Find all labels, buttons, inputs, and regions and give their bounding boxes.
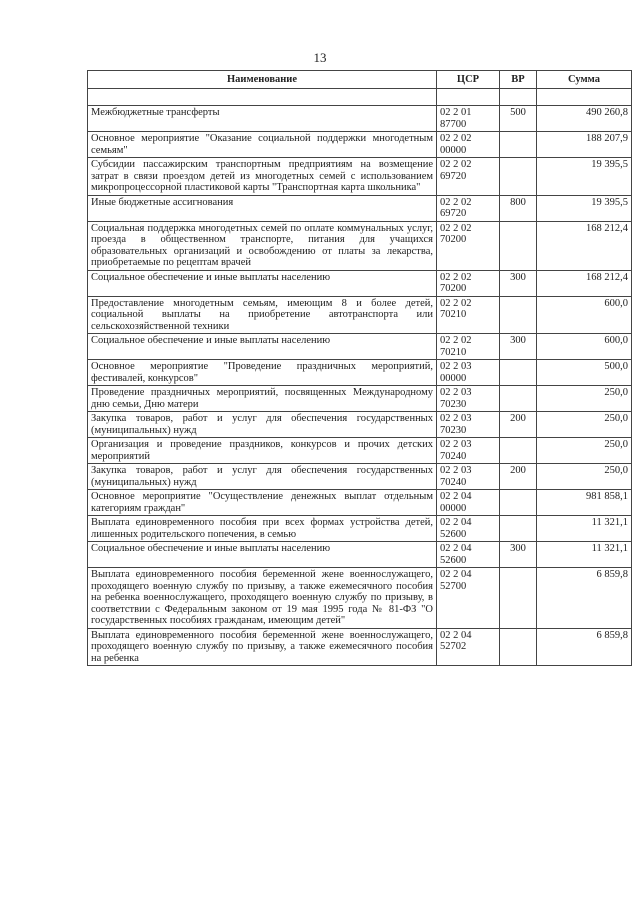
cell-name: Субсидии пассажирским транспортным предприятиям на возмещение затрат в связи проездом детей из многодетных семей с использованием микропроцессорной пластиковой карты "Транспортная карта школьника" <box>88 158 437 196</box>
page-number: 13 <box>313 50 327 65</box>
table-row <box>88 221 632 270</box>
cell-name: Иные бюджетные ассигнования <box>88 195 437 221</box>
cell-vr <box>500 516 537 542</box>
cell-name: Закупка товаров, работ и услуг для обеспечения государственных (муниципальных) нужд <box>88 464 437 490</box>
cell-name: Организация и проведение праздников, конкурсов и прочих детских мероприятий <box>88 438 437 464</box>
cell-name: Межбюджетные трансферты <box>88 106 437 132</box>
cell-csr: 02 2 02 70210 <box>437 296 500 334</box>
table-row <box>88 334 632 360</box>
table-row <box>88 438 632 464</box>
cell-name: Выплата единовременного пособия при всех формах устройства детей, лишенных родительского попечения, в семью <box>88 516 437 542</box>
cell-name: Социальное обеспечение и иные выплаты населению <box>88 542 437 568</box>
cell-sum: 250,0 <box>537 464 632 490</box>
cell-name: Проведение праздничных мероприятий, посвященных Международному дню семьи, Дню матери <box>88 386 437 412</box>
header-vr: ВР <box>500 71 537 89</box>
cell-name: Основное мероприятие "Оказание социальной поддержки многодетным семьям" <box>88 132 437 158</box>
cell-vr: 200 <box>500 464 537 490</box>
cell-sum: 188 207,9 <box>537 132 632 158</box>
cell-name: Социальное обеспечение и иные выплаты населению <box>88 334 437 360</box>
cell-name: Выплата единовременного пособия беременной жене военнослужащего, проходящего военную службу по призыву, а также ежемесячного пособия на ребенка военнослужащего, проходящего военную службу по призыву, в соответствии с Федеральным законом от 19 мая 1995 года № 81-ФЗ "О государственных пособиях гражданам, имеющим детей" <box>88 568 437 629</box>
cell-csr: 02 2 03 70230 <box>437 412 500 438</box>
cell-sum: 490 260,8 <box>537 106 632 132</box>
cell-vr: 300 <box>500 334 537 360</box>
table-row <box>88 386 632 412</box>
table-header-row <box>88 71 632 89</box>
cell-sum: 11 321,1 <box>537 516 632 542</box>
cell-sum: 250,0 <box>537 412 632 438</box>
cell-sum: 11 321,1 <box>537 542 632 568</box>
cell-csr: 02 2 02 70200 <box>437 270 500 296</box>
cell-csr: 02 2 04 52702 <box>437 628 500 666</box>
cell-name: Социальное обеспечение и иные выплаты населению <box>88 270 437 296</box>
cell-vr: 800 <box>500 195 537 221</box>
table-row <box>88 628 632 666</box>
cell-name: Социальная поддержка многодетных семей по оплате коммунальных услуг, проезда в общественном транспорте, питания для учащихся образовательных организаций и освобождению от платы за лекарства, приобретаемые по рецептам врачей <box>88 221 437 270</box>
spacer-row <box>88 89 632 106</box>
cell-csr: 02 2 01 87700 <box>437 106 500 132</box>
cell-sum: 6 859,8 <box>537 628 632 666</box>
cell-vr <box>500 221 537 270</box>
cell-name: Предоставление многодетным семьям, имеющим 8 и более детей, социальной выплаты на приобретение автотранспорта или сельскохозяйственной техники <box>88 296 437 334</box>
cell-csr: 02 2 03 00000 <box>437 360 500 386</box>
cell-csr: 02 2 04 52600 <box>437 516 500 542</box>
table-body <box>88 89 632 666</box>
table-row <box>88 412 632 438</box>
cell-csr: 02 2 03 70240 <box>437 464 500 490</box>
cell-sum: 6 859,8 <box>537 568 632 629</box>
cell-vr: 500 <box>500 106 537 132</box>
table-row <box>88 195 632 221</box>
cell-csr: 02 2 04 00000 <box>437 490 500 516</box>
cell-csr: 02 2 02 70210 <box>437 334 500 360</box>
cell-sum: 500,0 <box>537 360 632 386</box>
table-row <box>88 542 632 568</box>
table-row <box>88 106 632 132</box>
table-row <box>88 490 632 516</box>
cell-name: Выплата единовременного пособия беременной жене военнослужащего, проходящего военную службу по призыву, а также ежемесячного пособия на ребенка <box>88 628 437 666</box>
table-row <box>88 464 632 490</box>
cell-vr <box>500 296 537 334</box>
cell-csr: 02 2 03 70230 <box>437 386 500 412</box>
cell-sum: 250,0 <box>537 386 632 412</box>
header-sum: Сумма <box>537 71 632 89</box>
table-row <box>88 516 632 542</box>
cell-csr: 02 2 04 52700 <box>437 568 500 629</box>
cell-name: Основное мероприятие "Осуществление денежных выплат отдельным категориям граждан" <box>88 490 437 516</box>
cell-csr: 02 2 03 70240 <box>437 438 500 464</box>
cell-csr: 02 2 02 69720 <box>437 195 500 221</box>
table-row <box>88 132 632 158</box>
cell-csr: 02 2 02 69720 <box>437 158 500 196</box>
table-row <box>88 360 632 386</box>
cell-sum: 600,0 <box>537 334 632 360</box>
cell-vr <box>500 386 537 412</box>
cell-csr: 02 2 02 70200 <box>437 221 500 270</box>
header-csr: ЦСР <box>437 71 500 89</box>
cell-vr <box>500 438 537 464</box>
cell-csr: 02 2 02 00000 <box>437 132 500 158</box>
cell-name: Основное мероприятие "Проведение праздничных мероприятий, фестивалей, конкурсов" <box>88 360 437 386</box>
cell-name: Закупка товаров, работ и услуг для обеспечения государственных (муниципальных) нужд <box>88 412 437 438</box>
cell-vr <box>500 132 537 158</box>
table-row <box>88 158 632 196</box>
cell-vr: 300 <box>500 270 537 296</box>
cell-sum: 19 395,5 <box>537 158 632 196</box>
cell-sum: 250,0 <box>537 438 632 464</box>
budget-table <box>87 70 632 666</box>
table-row <box>88 568 632 629</box>
cell-sum: 19 395,5 <box>537 195 632 221</box>
cell-vr: 300 <box>500 542 537 568</box>
cell-vr: 200 <box>500 412 537 438</box>
cell-csr: 02 2 04 52600 <box>437 542 500 568</box>
cell-sum: 981 858,1 <box>537 490 632 516</box>
cell-vr <box>500 628 537 666</box>
cell-sum: 600,0 <box>537 296 632 334</box>
cell-vr <box>500 158 537 196</box>
cell-vr <box>500 490 537 516</box>
table-row <box>88 296 632 334</box>
cell-vr <box>500 360 537 386</box>
cell-vr <box>500 568 537 629</box>
table-row <box>88 270 632 296</box>
cell-sum: 168 212,4 <box>537 270 632 296</box>
cell-sum: 168 212,4 <box>537 221 632 270</box>
header-name: Наименование <box>88 71 437 89</box>
